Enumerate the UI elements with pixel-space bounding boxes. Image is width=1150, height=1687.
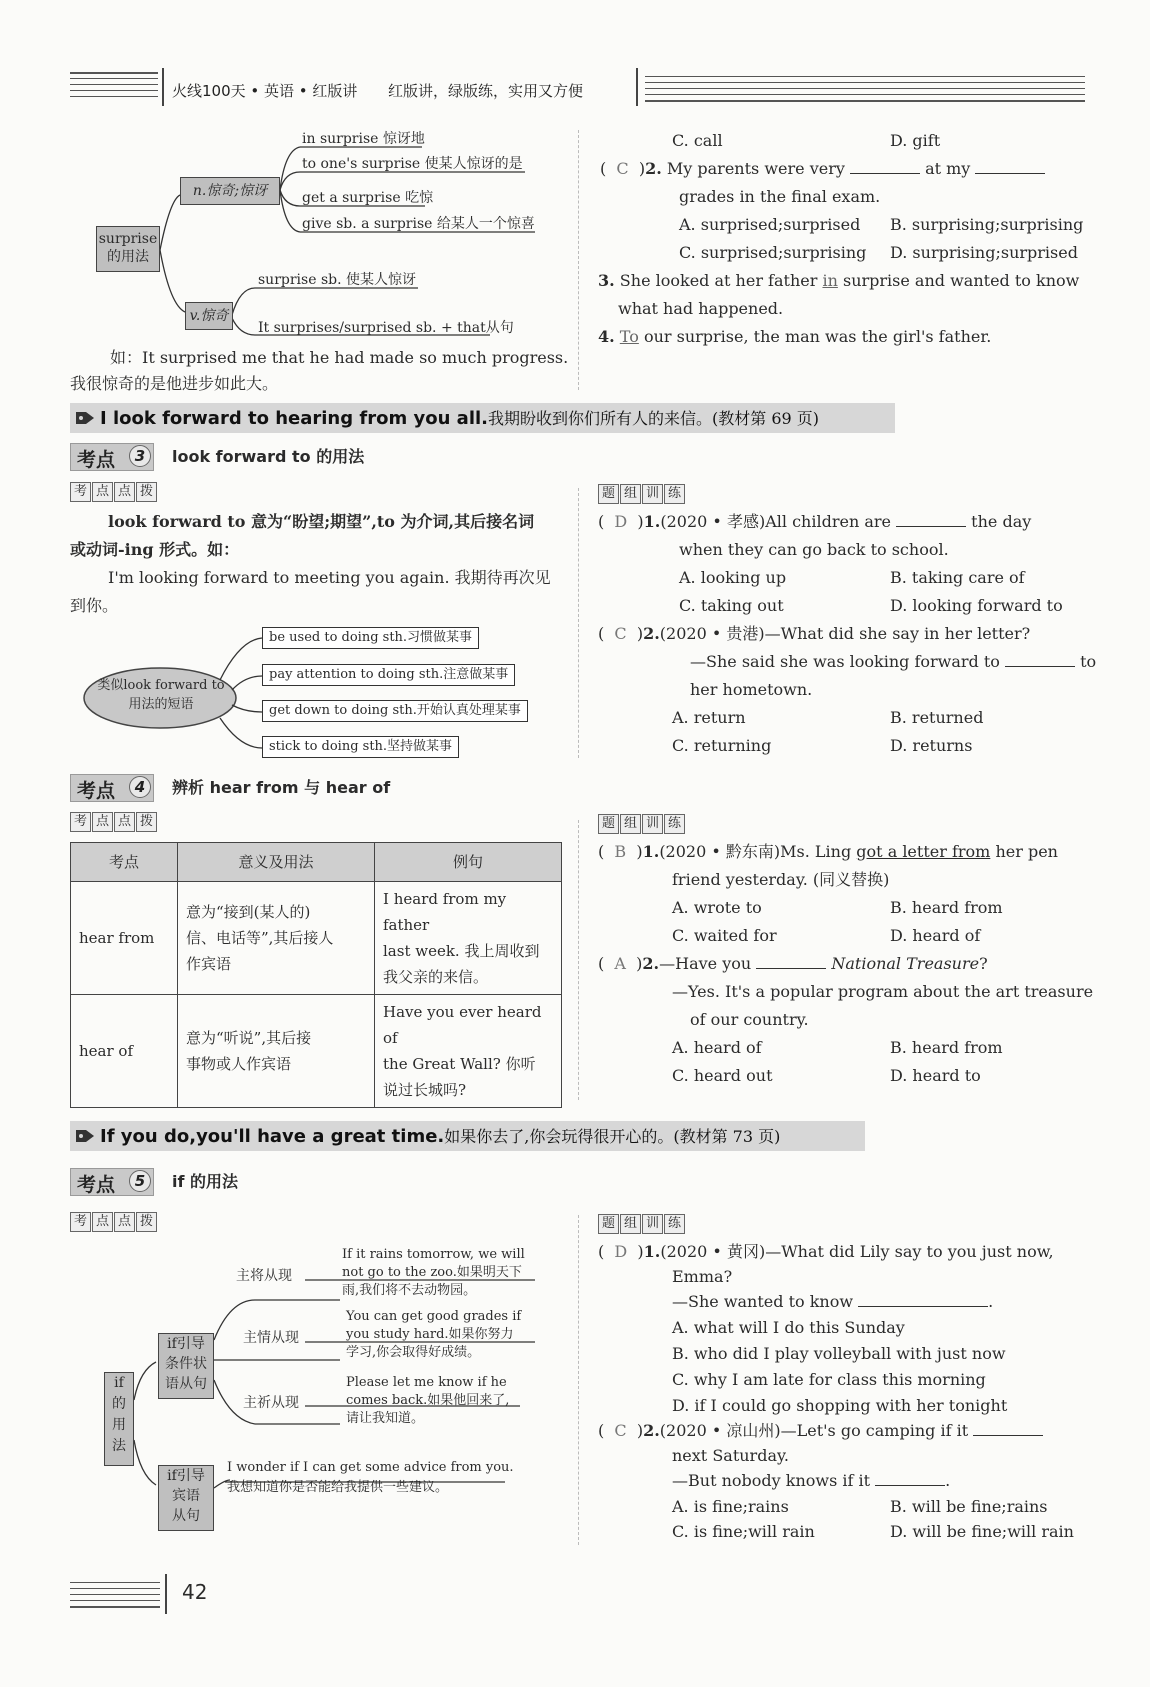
phrase-box: get down to doing sth.开始认真处理某事	[262, 700, 528, 722]
surprise-map-center: surprise 的用法	[96, 226, 160, 272]
option: A. heard of	[672, 1038, 762, 1057]
if-root-box: if 的 用 法	[104, 1372, 134, 1466]
practice-tag: 题 组 训 练	[598, 1214, 686, 1234]
answer: C	[614, 1421, 627, 1440]
phrase-map-center: 类似look forward to 用法的短语	[97, 678, 225, 712]
answer: C	[616, 159, 629, 178]
table-header: 考点	[71, 843, 178, 882]
question-2: ( C )2. My parents were very at my	[600, 159, 1045, 179]
option: A. return	[672, 708, 746, 727]
column-divider	[578, 820, 579, 1100]
tip-tag: 考 点 点 拨	[70, 812, 158, 832]
filled-answer: in	[822, 271, 838, 290]
table-header: 意义及用法	[178, 843, 375, 882]
phrase-box: stick to doing sth.坚持做某事	[262, 736, 459, 758]
answer: D	[614, 512, 628, 531]
header-slogan: 红版讲，绿版练，实用又方便	[388, 82, 584, 100]
option: B. taking care of	[890, 568, 1025, 587]
answer-blank[interactable]	[975, 159, 1045, 174]
branch-example: You can get good grades if you study hard.如果你努力 学习,你会取得好成绩。	[346, 1309, 522, 1360]
option: B. surprising;surprising	[890, 215, 1084, 234]
object-clause-box: if引导 宾语 从句	[158, 1465, 214, 1531]
question-2: ( C )2.(2020 • 凉山州)—Let's go camping if it	[598, 1421, 1043, 1441]
option: B. returned	[890, 708, 984, 727]
option: D. if I could go shopping with her tonight	[672, 1396, 1008, 1415]
noun-item: in surprise 惊讶地	[302, 131, 425, 147]
option: D. looking forward to	[890, 596, 1063, 615]
question-text: what had happened.	[618, 299, 784, 318]
kp4-title: 辨析 hear from 与 hear of	[172, 778, 391, 797]
tip-tag: 考 点 点 拨	[70, 482, 158, 502]
answer-blank[interactable]	[973, 1421, 1043, 1436]
question-text: of our country.	[690, 1010, 809, 1029]
answer-blank[interactable]	[1005, 652, 1075, 667]
question-text: —Yes. It's a popular program about the art treasure	[672, 982, 1094, 1001]
banner-translation: 我期盼收到你们所有人的来信。(教材第 69 页)	[488, 409, 820, 428]
table-cell-term: hear of	[71, 995, 178, 1108]
kp3-example: I'm looking forward to meeting you again. 我期待再次见	[108, 568, 551, 587]
surprise-example-cn: 我很惊奇的是他进步如此大。	[70, 374, 279, 393]
branch-label: 主将从现	[236, 1268, 292, 1284]
question-text: friend yesterday. (同义替换)	[672, 870, 890, 889]
banner-sentence: If you do,you'll have a great time.	[100, 1126, 445, 1147]
kp3-description: look forward to 意为“盼望;期望”,to 为介词,其后接名词	[108, 512, 535, 531]
option: D. heard of	[890, 926, 981, 945]
kaodian-badge: 考点 4	[70, 774, 154, 802]
question-text: Emma?	[672, 1267, 733, 1286]
column-divider	[578, 488, 579, 758]
question-1: ( D )1.(2020 • 黄冈)—What did Lily say to you just now,	[598, 1242, 1054, 1261]
filled-answer: To	[619, 327, 639, 346]
object-clause-example: I wonder if I can get some advice from you. 我想知道你是否能给我提供一些建议。	[227, 1460, 514, 1495]
kaodian-badge: 考点 3	[70, 443, 154, 471]
conditional-clause-box: if引导 条件状 语从句	[158, 1333, 214, 1399]
phrase-box: be used to doing sth.习惯做某事	[262, 627, 479, 649]
table-cell-usage: 意为“接到(某人的) 信、电话等”,其后接人 作宾语	[178, 882, 375, 995]
branch-example: If it rains tomorrow, we will not go to the zoo.如果明天下 雨,我们将不去动物园。	[342, 1247, 525, 1298]
question-2: ( C )2.(2020 • 贵港)—What did she say in her letter?	[598, 624, 1031, 643]
kp5-title: if 的用法	[172, 1172, 239, 1191]
option: A. looking up	[679, 568, 787, 587]
kp3-description: 或动词-ing 形式。如：	[70, 540, 240, 559]
option: C. is fine;will rain	[672, 1522, 815, 1541]
option: B. heard from	[890, 1038, 1003, 1057]
question-text: —She said she was looking forward to to	[690, 652, 1097, 671]
kaodian-badge: 考点 5	[70, 1168, 154, 1196]
tip-tag: 考 点 点 拨	[70, 1212, 158, 1232]
option: D. heard to	[890, 1066, 981, 1085]
question-1: ( B )1.(2020 • 黔东南)Ms. Ling got a letter from her pen	[598, 842, 1058, 861]
header-book-title: 火线100天 • 英语 • 红版讲	[172, 82, 358, 100]
branch-label: 主祈从现	[243, 1395, 299, 1411]
banner-translation: 如果你去了,你会玩得很开心的。(教材第 73 页)	[444, 1127, 781, 1146]
verb-item: surprise sb. 使某人惊讶	[258, 272, 416, 288]
verb-item: It surprises/surprised sb. + that从句	[258, 320, 514, 336]
answer: C	[614, 624, 627, 643]
answer: A	[614, 954, 626, 973]
option: C. why I am late for class this morning	[672, 1370, 986, 1389]
question-text: her hometown.	[690, 680, 813, 699]
question-text: next Saturday.	[672, 1446, 789, 1465]
branch-example: Please let me know if he comes back.如果他回来了, 请让我知道。	[346, 1375, 510, 1426]
answer-blank[interactable]	[896, 512, 966, 527]
question-text: —She wanted to know .	[672, 1292, 994, 1311]
table-cell-term: hear from	[71, 882, 178, 995]
option: C. taking out	[679, 596, 784, 615]
noun-item: get a surprise 吃惊	[302, 190, 434, 206]
option: B. heard from	[890, 898, 1003, 917]
answer-blank[interactable]	[850, 159, 920, 174]
option: D. returns	[890, 736, 973, 755]
noun-item: to one's surprise 使某人惊讶的是	[302, 156, 523, 172]
kp3-title: look forward to 的用法	[172, 447, 365, 466]
phrase-box: pay attention to doing sth.注意做某事	[262, 664, 515, 686]
question-text: grades in the final exam.	[679, 187, 881, 206]
question-text: —But nobody knows if it .	[672, 1471, 951, 1490]
noun-item: give sb. a surprise 给某人一个惊喜	[302, 216, 535, 232]
branch-label: 主情从现	[243, 1330, 299, 1346]
question-2: ( A )2.—Have you National Treasure?	[598, 954, 988, 973]
page-number: 42	[182, 1580, 208, 1604]
kp3-example: 到你。	[70, 596, 119, 615]
verb-branch-label: v.惊奇	[185, 302, 233, 330]
practice-tag: 题 组 训 练	[598, 484, 686, 504]
option: A. surprised;surprised	[679, 215, 861, 234]
option: B. will be fine;rains	[890, 1497, 1048, 1516]
question-text: when they can go back to school.	[679, 540, 949, 559]
option: C. returning	[672, 736, 772, 755]
table-cell-usage: 意为“听说”,其后接 事物或人作宾语	[178, 995, 375, 1108]
column-divider	[578, 130, 579, 390]
option: C. call	[672, 131, 723, 150]
noun-branch-label: n.惊奇;惊讶	[180, 177, 280, 205]
question-4: 4. To our surprise, the man was the girl's father.	[598, 327, 992, 346]
option: A. wrote to	[672, 898, 762, 917]
table-cell-example: I heard from my father last week. 我上周收到 我父亲的来信。	[375, 882, 562, 995]
option: D. surprising;surprised	[890, 243, 1078, 262]
banner-sentence: I look forward to hearing from you all.	[100, 408, 489, 429]
table-header: 例句	[375, 843, 562, 882]
option: B. who did I play volleyball with just now	[672, 1344, 1006, 1363]
option: C. surprised;surprising	[679, 243, 867, 262]
option: C. heard out	[672, 1066, 773, 1085]
question-3: 3. She looked at her father in surprise and wanted to know	[598, 271, 1080, 290]
option: C. waited for	[672, 926, 777, 945]
answer-blank[interactable]	[858, 1292, 988, 1307]
option: A. what will I do this Sunday	[672, 1318, 905, 1337]
column-divider	[578, 1215, 579, 1545]
answer-blank[interactable]	[875, 1471, 945, 1486]
option: A. is fine;rains	[672, 1497, 789, 1516]
table-cell-example: Have you ever heard of the Great Wall? 你听 说过长城吗?	[375, 995, 562, 1108]
option: D. gift	[890, 131, 941, 150]
surprise-example-en: 如：It surprised me that he had made so much progress.	[110, 348, 569, 367]
question-1: ( D )1.(2020 • 孝感)All children are the day	[598, 512, 1032, 531]
answer: B	[614, 842, 627, 861]
answer: D	[614, 1242, 628, 1261]
answer-blank[interactable]	[756, 954, 826, 969]
option: D. will be fine;will rain	[890, 1522, 1074, 1541]
practice-tag: 题 组 训 练	[598, 814, 686, 834]
